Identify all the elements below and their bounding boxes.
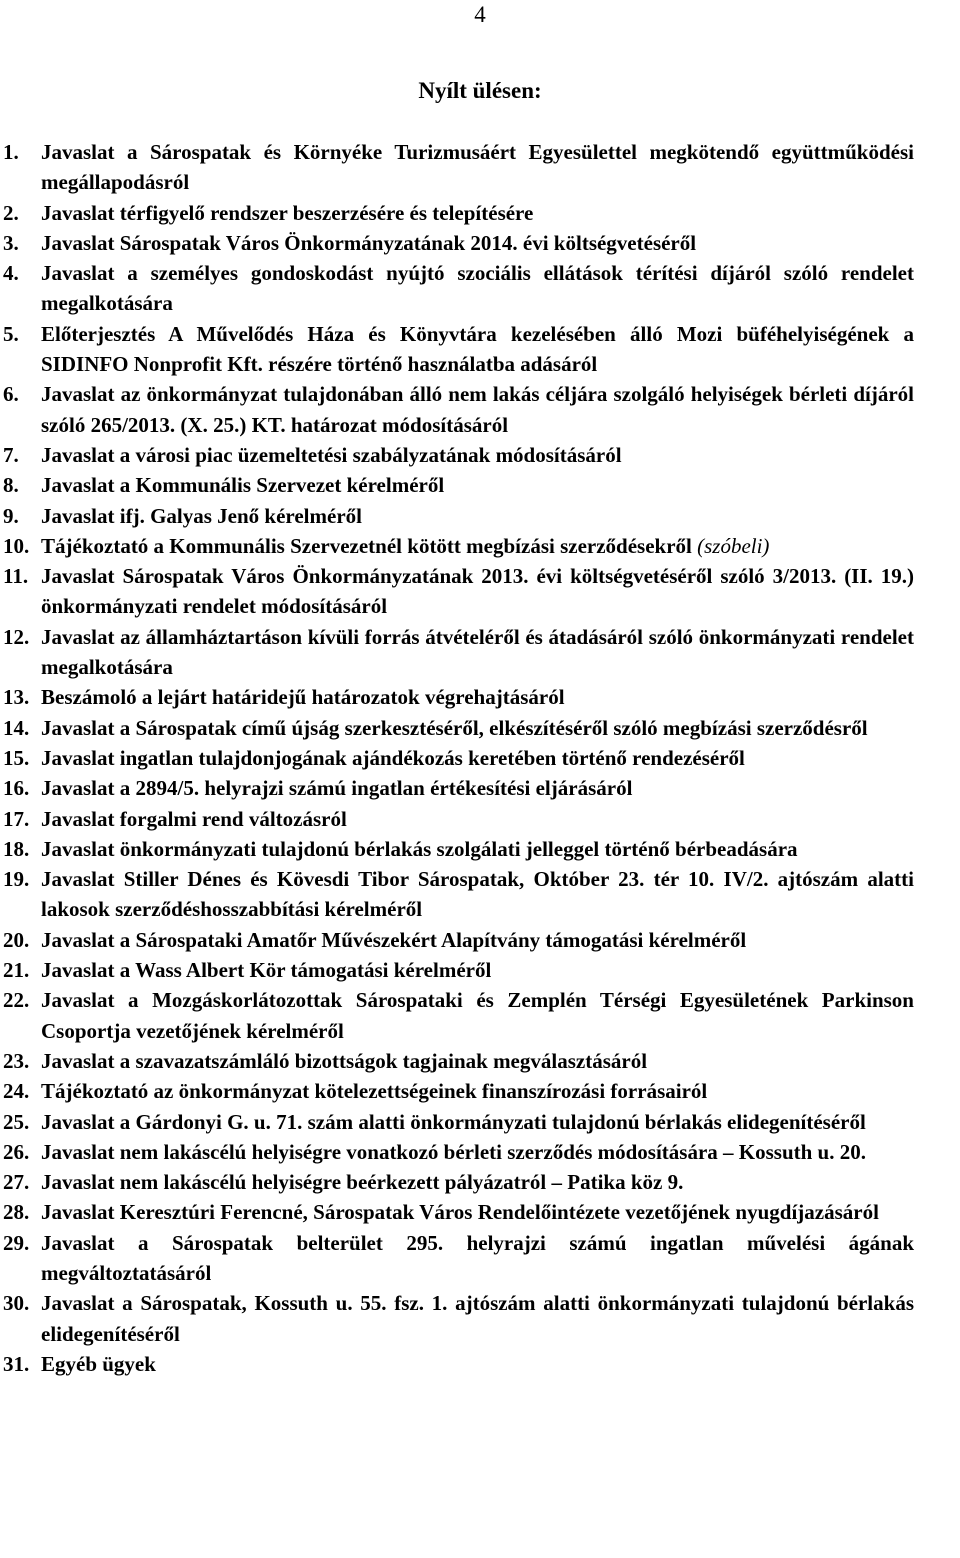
agenda-item-text-block: [41, 834, 914, 864]
agenda-item-number: 22.: [3, 988, 30, 1013]
agenda-item-text-block: [41, 925, 914, 955]
agenda-item: [0, 1228, 914, 1289]
agenda-item-text: Javaslat önkormányzati tulajdonú bérlakás szolgálati jelleggel történő bérbeadására: [41, 836, 798, 861]
agenda-item-text-block: [41, 622, 914, 683]
agenda-item-number: 21.: [3, 958, 30, 983]
agenda-item-text-block: [41, 1288, 914, 1349]
agenda-item-number: 8.: [3, 473, 19, 498]
agenda-item-text-block: [41, 440, 914, 470]
agenda-item: [0, 501, 914, 531]
agenda-item-text-block: [41, 1228, 914, 1289]
agenda-item-number: 12.: [3, 624, 30, 649]
agenda-item-number: 19.: [3, 867, 30, 892]
agenda-item-number: 14.: [3, 715, 30, 740]
agenda-item: [0, 1076, 914, 1106]
agenda-item-number: 7.: [3, 442, 19, 467]
agenda-item-text-block: [41, 743, 914, 773]
agenda-item-number: 4.: [3, 261, 19, 286]
agenda-item: [0, 834, 914, 864]
agenda-item-number: 9.: [3, 503, 19, 528]
agenda-item: [0, 470, 914, 500]
agenda-item: [0, 1288, 914, 1349]
agenda-item-text: Javaslat a Wass Albert Kör támogatási kérelméről: [41, 958, 492, 983]
agenda-item: [0, 804, 914, 834]
agenda-item-text-block: [41, 137, 914, 198]
agenda-item: [0, 137, 914, 198]
agenda-item-number: 13.: [3, 685, 30, 710]
agenda-item-number: 17.: [3, 806, 30, 831]
agenda-item-text-block: [41, 1076, 914, 1106]
agenda-item: [0, 379, 914, 440]
agenda-item: [0, 258, 914, 319]
agenda-item-number: 11.: [3, 564, 29, 589]
agenda-item: [0, 531, 914, 561]
agenda-item-number: 3.: [3, 230, 19, 255]
agenda-item: [0, 1046, 914, 1076]
agenda-item-number: 31.: [3, 1351, 30, 1376]
agenda-item-text: Tájékoztató a Kommunális Szervezetnél kötött megbízási szerződésekről: [41, 533, 692, 558]
agenda-item-number: 6.: [3, 382, 19, 407]
agenda-item-text-block: [41, 1167, 914, 1197]
agenda-item-text: Javaslat a szavazatszámláló bizottságok tagjainak megválasztásáról: [41, 1048, 648, 1073]
agenda-item: [0, 864, 914, 925]
agenda-item-note: (szóbeli): [697, 533, 770, 558]
agenda-item-text: Javaslat a Sárospatak belterület 295. helyrajzi számú ingatlan művelési ágának megváltoztatásáról: [41, 1230, 914, 1285]
agenda-item-text: Javaslat az államháztartáson kívüli forrás átvételéről és átadásáról szóló önkormányzati rendelet megalkotására: [41, 624, 914, 680]
agenda-item: [0, 228, 914, 258]
agenda-item-number: 28.: [3, 1200, 30, 1225]
agenda-item: [0, 1349, 914, 1379]
section-title: Nyílt ülésen:: [418, 78, 542, 103]
agenda-item-text-block: [41, 531, 914, 561]
agenda-item-number: 10.: [3, 533, 30, 558]
agenda-item: [0, 955, 914, 985]
agenda-item-text: Javaslat nem lakáscélú helyiségre beérkezett pályázatról – Patika köz 9.: [41, 1170, 684, 1195]
agenda-item-text-block: [41, 1046, 914, 1076]
agenda-item-text: Javaslat ifj. Galyas Jenő kérelméről: [41, 503, 362, 528]
agenda-item-text-block: [41, 258, 914, 319]
agenda-item-text-block: [41, 228, 914, 258]
agenda-item-text: Javaslat Sárospatak Város Önkormányzatának 2013. évi költségvetéséről szóló 3/2013. (II. 19.) önkormányzati rendelet módosításáról: [41, 564, 914, 619]
agenda-item-text: Javaslat a városi piac üzemeltetési szabályzatának módosításáról: [41, 442, 622, 467]
agenda-item-text: Javaslat a 2894/5. helyrajzi számú ingatlan értékesítési eljárásáról: [41, 776, 633, 801]
agenda-item-text-block: [41, 1137, 914, 1167]
agenda-item-number: 30.: [3, 1291, 30, 1316]
agenda-item-text-block: [41, 379, 914, 440]
agenda-item-text: Tájékoztató az önkormányzat kötelezettségeinek finanszírozási forrásairól: [41, 1079, 708, 1104]
agenda-item-text: Javaslat forgalmi rend változásról: [41, 806, 347, 831]
agenda-item-number: 2.: [3, 200, 19, 225]
agenda-item: [0, 1107, 914, 1137]
page-number: 4: [474, 2, 486, 27]
agenda-item: [0, 1167, 914, 1197]
agenda-item: [0, 713, 914, 743]
agenda-item-text: Javaslat Sárospatak Város Önkormányzatának 2014. évi költségvetéséről: [41, 230, 697, 255]
agenda-item-text-block: [41, 985, 914, 1046]
agenda-item: [0, 440, 914, 470]
agenda-item-text: Javaslat a Sárospataki Amatőr Művészekért Alapítvány támogatási kérelméről: [41, 927, 747, 952]
agenda-item-text: Javaslat a Gárdonyi G. u. 71. szám alatti önkormányzati tulajdonú bérlakás elidegenítéséről: [41, 1109, 866, 1134]
agenda-item-text-block: [41, 501, 914, 531]
agenda-item-text-block: [41, 1349, 914, 1379]
agenda-item: [0, 985, 914, 1046]
agenda-item-text-block: [41, 773, 914, 803]
agenda-item-text: Beszámoló a lejárt határidejű határozatok végrehajtásáról: [41, 685, 565, 710]
agenda-item: [0, 622, 914, 683]
agenda-item: [0, 1197, 914, 1227]
agenda-item: [0, 198, 914, 228]
agenda-item-text: Javaslat a Sárospatak című újság szerkesztéséről, elkészítéséről szóló megbízási szerződésről: [41, 715, 868, 740]
agenda-item: [0, 1137, 914, 1167]
agenda-item: [0, 682, 914, 712]
agenda-item-text: Javaslat a személyes gondoskodást nyújtó szociális ellátások térítési díjáról szóló rendelet megalkotására: [41, 261, 914, 316]
agenda-item-number: 27.: [3, 1170, 30, 1195]
agenda-item-text: Javaslat az önkormányzat tulajdonában álló nem lakás céljára szolgáló helyiségek bérleti díjáról szóló 265/2013. (X. 25.) KT. határozat módosításáról: [41, 382, 914, 437]
agenda-item-text: Javaslat nem lakáscélú helyiségre vonatkozó bérleti szerződés módosítására – Kossuth u. 20.: [41, 1139, 866, 1164]
agenda-item-number: 23.: [3, 1048, 30, 1073]
agenda-item-text: Javaslat a Kommunális Szervezet kérelméről: [41, 473, 445, 498]
agenda-item: [0, 773, 914, 803]
agenda-item-number: 15.: [3, 745, 30, 770]
agenda-item-text: Javaslat ingatlan tulajdonjogának ajándékozás keretében történő rendezéséről: [41, 745, 745, 770]
agenda-item: [0, 925, 914, 955]
agenda-item-text: Egyéb ügyek: [41, 1351, 156, 1376]
agenda-item-text-block: [41, 682, 914, 712]
agenda-item: [0, 319, 914, 380]
agenda-item: [0, 743, 914, 773]
agenda-item-text-block: [41, 864, 914, 925]
agenda-item-number: 20.: [3, 927, 30, 952]
agenda-item-number: 29.: [3, 1230, 30, 1255]
agenda-item-number: 16.: [3, 776, 30, 801]
agenda-item-number: 26.: [3, 1139, 30, 1164]
agenda-item-number: 24.: [3, 1079, 30, 1104]
agenda-item-text: Javaslat térfigyelő rendszer beszerzésére és telepítésére: [41, 200, 534, 225]
agenda-item-text-block: [41, 319, 914, 380]
agenda-item-text: Előterjesztés A Művelődés Háza és Könyvtára kezelésében álló Mozi büféhelyiségének a SIDINFO Nonprofit Kft. részére történő használatba adásáról: [41, 321, 914, 377]
agenda-item-text: Javaslat a Sárospatak, Kossuth u. 55. fsz. 1. ajtószám alatti önkormányzati tulajdonú bérlakás elidegenítéséről: [41, 1291, 914, 1346]
agenda-item-number: 1.: [3, 140, 19, 164]
agenda-item-text-block: [41, 561, 914, 622]
agenda-item: [0, 561, 914, 622]
agenda-item-text-block: [41, 198, 914, 228]
agenda-item-text: Javaslat Stiller Dénes és Kövesdi Tibor Sárospatak, Október 23. tér 10. IV/2. ajtószám alatti lakosok szerződéshosszabbítási kérelméről: [41, 867, 914, 922]
agenda-item-text: Javaslat a Mozgáskorlátozottak Sárospataki és Zemplén Térségi Egyesületének Parkinson Csoportja vezetőjének kérelméről: [41, 988, 914, 1043]
agenda-item-text-block: [41, 804, 914, 834]
agenda-item-text-block: [41, 955, 914, 985]
agenda-item-number: 5.: [3, 321, 19, 346]
agenda-item-number: 18.: [3, 836, 30, 861]
agenda-item-text-block: [41, 713, 914, 743]
agenda-item-text-block: [41, 1197, 914, 1227]
agenda-item-text: Javaslat a Sárospatak és Környéke Turizmusáért Egyesülettel megkötendő együttműködési megállapodásról: [41, 140, 914, 195]
agenda-item-text-block: [41, 470, 914, 500]
agenda-item-number: 25.: [3, 1109, 30, 1134]
agenda-item-text-block: [41, 1107, 914, 1137]
agenda-list: [0, 137, 960, 1379]
agenda-item-text: Javaslat Keresztúri Ferencné, Sárospatak Város Rendelőintézete vezetőjének nyugdíjazásáról: [41, 1200, 879, 1225]
